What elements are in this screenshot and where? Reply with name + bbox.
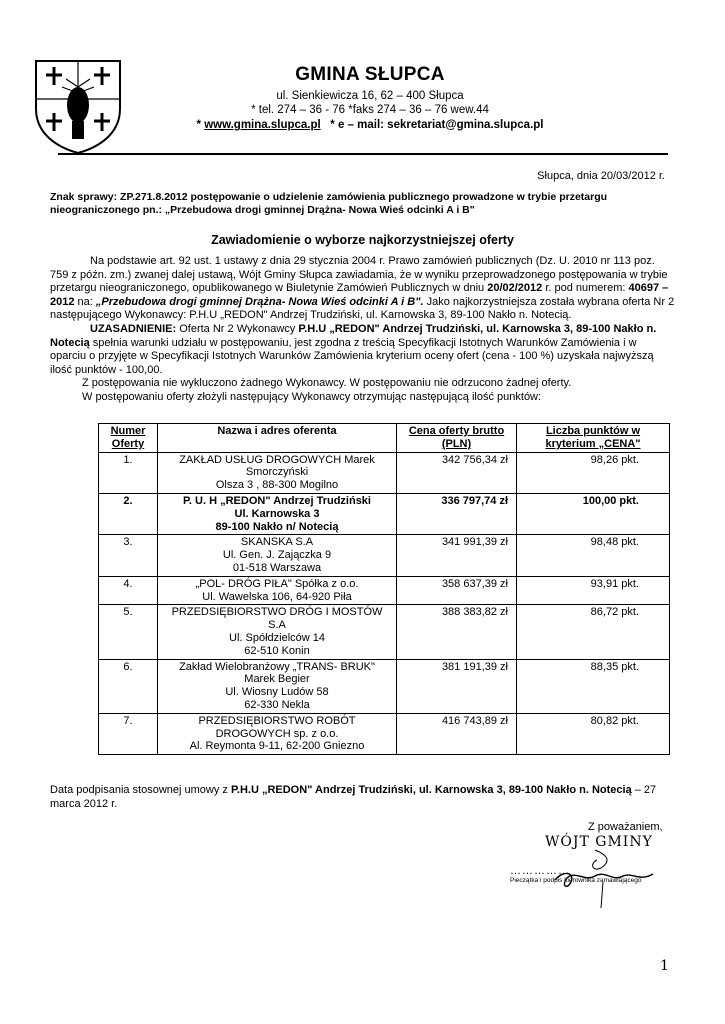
bidder-line: PRZEDSIĘBIORSTWO ROBÓT bbox=[198, 714, 356, 727]
offer-points: 98,48 pkt. bbox=[517, 535, 670, 576]
offer-number: 2. bbox=[99, 493, 158, 534]
bidder-line: Ul. Karnowska 3 bbox=[234, 507, 320, 520]
bidder-line: „POL- DRÓG PIŁA" Spółka z o.o. bbox=[195, 577, 359, 590]
municipality-phone: * tel. 274 – 36 - 76 *faks 274 – 36 – 76 wew.44 bbox=[251, 104, 489, 116]
closing-regards: Z poważaniem, bbox=[588, 821, 663, 833]
paragraph-exclusions: Z postępowania nie wykluczono żadnego Wykonawcy. W postępowaniu nie odrzucono żadnej oferty. bbox=[82, 377, 572, 390]
header-divider bbox=[58, 153, 668, 155]
bidder-line: 89-100 Nakło n/ Notecią bbox=[215, 520, 339, 533]
bidder-name-address bbox=[158, 605, 397, 659]
offer-points: 88,35 pkt. bbox=[517, 659, 670, 713]
bidder-line: Olsza 3 , 88-300 Mogilno bbox=[215, 479, 339, 492]
offer-points: 86,72 pkt. bbox=[517, 605, 670, 659]
bidder-line: Ul. Wiosny Ludów 58 bbox=[225, 686, 329, 699]
header-points: Liczba punktów w kryterium „CENA" bbox=[517, 424, 670, 453]
paragraph-legal-basis: Na podstawie art. 92 ust. 1 ustawy z dnia 29 stycznia 2004 r. Prawo zamówień publicznych (Dz. U. 2010 nr 113 poz. 759 z późn. zm.) zwanej dalej ustawą, Wójt Gminy Słupca zawiadamia, że w wyniku przeprowadzonego postępowania w trybie przetargu nieograniczonego, opublikowanego w Biuletynie Zamówień Publicznych w dniu 20/02/2012 r. pod numerem: 40697 – 2012 na: „Przebudowa drogi gminnej Drążna- Nowa Wieś odcinki A i B". Jako najkorzystniejsza została wybrana oferta Nr 2 następującego Wykonawcy: P.H.U „REDON" Andrzej Trudziński, ul. Karnowska 3, 89-100 Nakło n. Notecią. bbox=[50, 255, 675, 322]
paragraph-justification: UZASADNIENIE: Oferta Nr 2 Wykonawcy P.H.U „REDON" Andrzej Trudziński, ul. Karnowska 3, 89-100 Nakło n. Notecią spełnia warunki udziału w postępowaniu, jest zgodna z treścią Specyfikacji Istotnych Warunków Zamówienia i w oparciu o przyjęte w Specyfikacji Istotnych Warunków Zamówienia kryterium oceny ofert (cena - 100 %) uzyskała najwyższą ilość punktów - 100,00. bbox=[50, 322, 657, 376]
bidder-line: Ul. Wawelska 106, 64-920 Piła bbox=[202, 590, 352, 603]
bidder-line: ZAKŁAD USŁUG DROGOWYCH Marek bbox=[179, 453, 375, 466]
offer-number: 6. bbox=[99, 659, 158, 713]
bidder-line: Ul. Spółdzielców 14 bbox=[229, 631, 325, 644]
bidder-line: Marek Begier bbox=[244, 673, 310, 686]
table-row bbox=[99, 493, 670, 534]
bidder-line: Zakład Wielobranżowy „TRANS- BRUK" bbox=[179, 660, 375, 673]
table-row bbox=[99, 605, 670, 659]
offer-points: 98,26 pkt. bbox=[517, 452, 670, 493]
bidder-line: PRZEDSIĘBIORSTWO DRÓG I MOSTÓW bbox=[171, 606, 383, 619]
bidder-line: 62-330 Nekla bbox=[244, 698, 310, 711]
table-row bbox=[99, 713, 670, 754]
bidder-name-address bbox=[158, 713, 397, 754]
page-number: 1 bbox=[660, 958, 669, 974]
signature-dots: …………… bbox=[510, 865, 570, 877]
offer-number: 4. bbox=[99, 576, 158, 605]
bidder-name-address bbox=[158, 659, 397, 713]
offer-number: 5. bbox=[99, 605, 158, 659]
table-row bbox=[99, 576, 670, 605]
website-link[interactable]: www.gmina.slupca.pl bbox=[204, 119, 321, 131]
notice-title: Zawiadomienie o wyborze najkorzystniejszej oferty bbox=[211, 233, 514, 247]
offer-price: 341 991,39 zł bbox=[397, 535, 517, 576]
table-row bbox=[99, 535, 670, 576]
header-bidder-name: Nazwa i adres oferenta bbox=[158, 424, 397, 453]
municipality-address: ul. Sienkiewicza 16, 62 – 400 Słupca bbox=[276, 90, 464, 102]
table-row bbox=[99, 659, 670, 713]
stamp-title: WÓJT GMINY bbox=[545, 834, 653, 850]
bidder-name-address bbox=[158, 493, 397, 534]
table-row bbox=[99, 452, 670, 493]
bidder-line: Ul. Gen. J. Zajączka 9 bbox=[222, 549, 332, 562]
offer-price: 358 637,39 zł bbox=[397, 576, 517, 605]
offer-price: 416 743,89 zł bbox=[397, 713, 517, 754]
email-text: * e – mail: sekretariat@gmina.slupca.pl bbox=[330, 119, 544, 131]
coat-of-arms-icon bbox=[32, 57, 124, 155]
bidder-line: DROGOWYCH sp. z o.o. bbox=[215, 727, 339, 740]
bidder-line: SKANSKA S.A bbox=[240, 536, 314, 549]
offers-table bbox=[98, 423, 670, 755]
www-prefix: * bbox=[196, 119, 201, 131]
offer-price: 342 756,34 zł bbox=[397, 452, 517, 493]
bidder-line: Al. Reymonta 9-11, 62-200 Gniezno bbox=[189, 740, 365, 753]
offer-points: 80,82 pkt. bbox=[517, 713, 670, 754]
bidder-line: S.A bbox=[268, 619, 286, 632]
bidder-name-address bbox=[158, 535, 397, 576]
offer-price: 388 383,82 zł bbox=[397, 605, 517, 659]
case-reference: Znak sprawy: ZP.271.8.2012 postępowanie o udzielenie zamówienia publicznego prowadzone w trybie przetargu nieograniczonego pn.: „Przebudowa drogi gminnej Drążna- Nowa Wieś odcinki A i B" bbox=[50, 191, 608, 216]
paragraph-offers-intro: W postępowaniu oferty złożyli następujący Wykonawcy otrzymując następującą ilość punktów: bbox=[82, 390, 542, 403]
offer-number: 1. bbox=[99, 452, 158, 493]
document-date: Słupca, dnia 20/03/2012 r. bbox=[537, 170, 665, 182]
offer-number: 3. bbox=[99, 535, 158, 576]
bidder-name-address bbox=[158, 452, 397, 493]
offer-points: 93,91 pkt. bbox=[517, 576, 670, 605]
table-header-row bbox=[99, 424, 670, 453]
stamp-caption: Pieczątka i podpis kierownika zamawiającego bbox=[510, 877, 642, 884]
municipality-title: GMINA SŁUPCA bbox=[295, 64, 445, 85]
offer-price: 381 191,39 zł bbox=[397, 659, 517, 713]
bidder-line: P. U. H „REDON" Andrzej Trudziński bbox=[183, 494, 371, 507]
notice-body bbox=[50, 255, 675, 405]
offer-price: 336 797,74 zł bbox=[397, 493, 517, 534]
bidder-line: Smorczyński bbox=[245, 466, 309, 479]
bidder-line: 01-518 Warszawa bbox=[232, 561, 322, 574]
bidder-name-address bbox=[158, 576, 397, 605]
bidder-line: 62-510 Konin bbox=[244, 644, 310, 657]
offer-points: 100,00 pkt. bbox=[517, 493, 670, 534]
contact-line bbox=[150, 119, 590, 131]
contract-signing-date: Data podpisania stosownej umowy z P.H.U „REDON" Andrzej Trudziński, ul. Karnowska 3, 89-100 Nakło n. Notecią – 27 marca 2012 r. bbox=[50, 784, 657, 810]
offer-number: 7. bbox=[99, 713, 158, 754]
header-offer-number: Numer Oferty bbox=[99, 424, 158, 453]
header-gross-price: Cena oferty brutto (PLN) bbox=[397, 424, 517, 453]
